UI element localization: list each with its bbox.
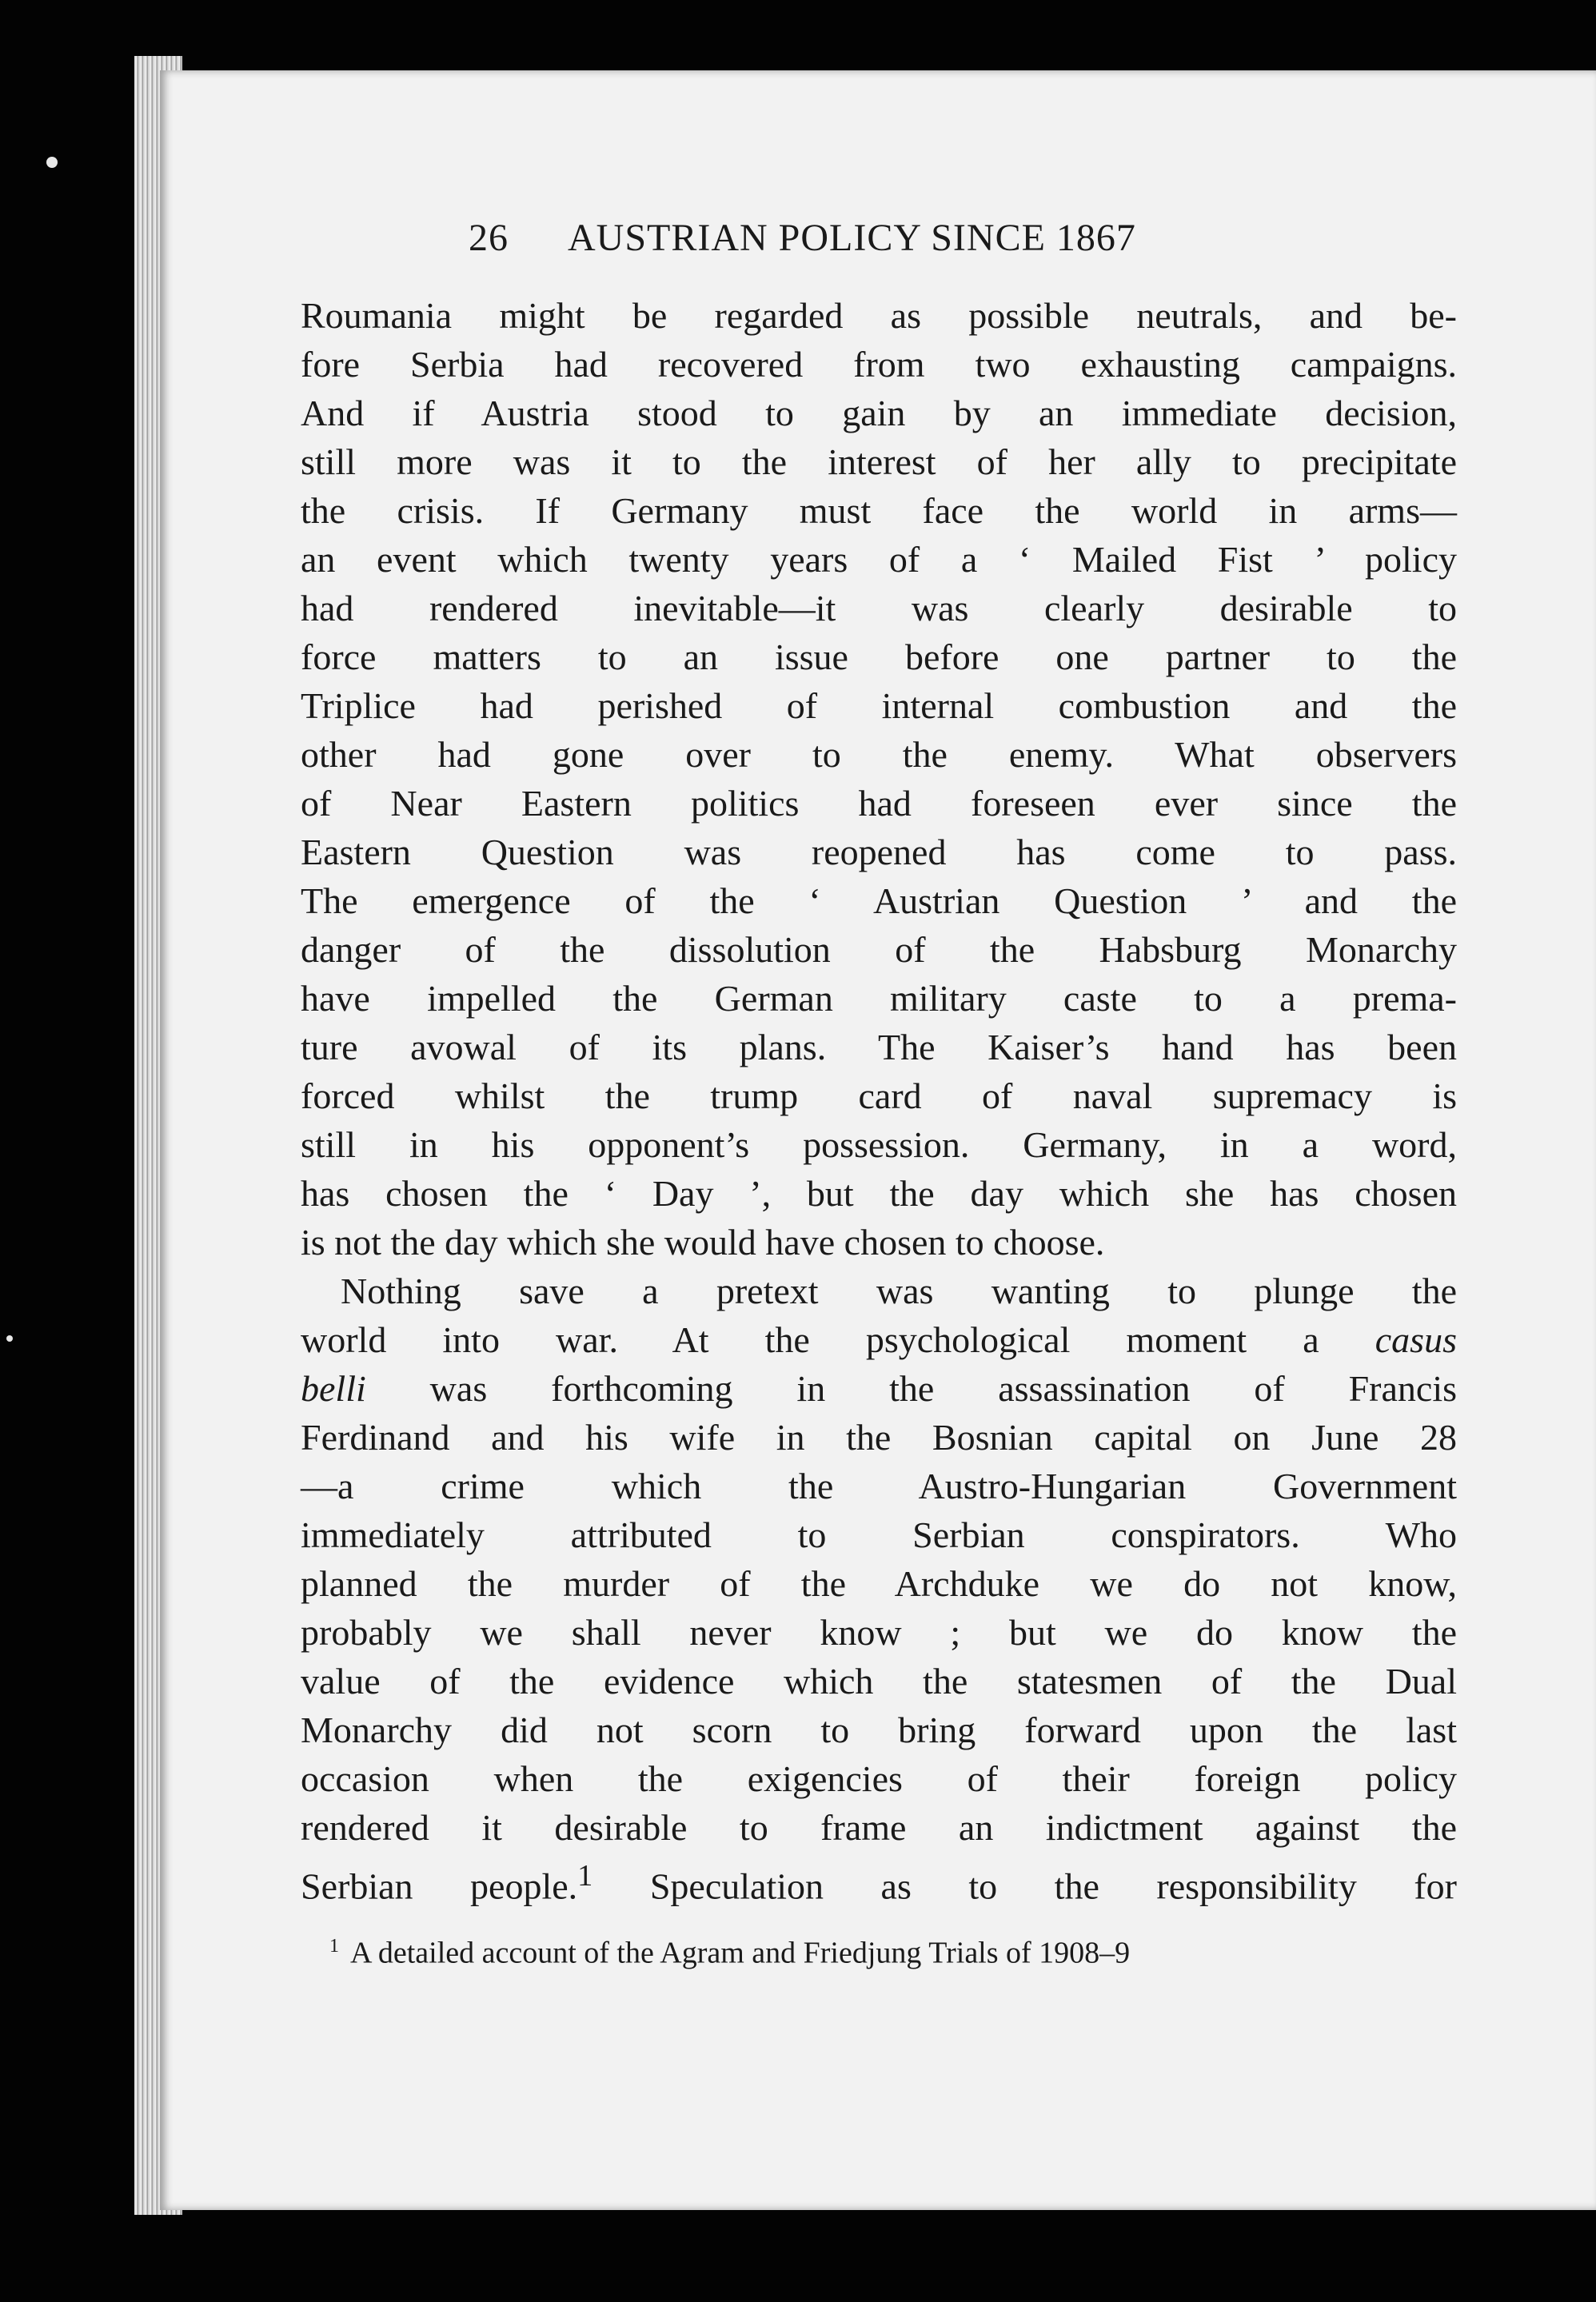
paragraph-line <box>301 1852 1457 1910</box>
scan-speck <box>6 1335 13 1342</box>
paragraph-line: is not the day which she would have chosen to choose. <box>301 1222 1105 1263</box>
paragraph-line: planned the murder of the Archduke we do not know, <box>301 1563 1457 1604</box>
paragraph-line: the crisis. If Germany must face the world in arms— <box>301 490 1457 531</box>
paragraph-line: rendered it desirable to frame an indictment against the <box>301 1807 1457 1848</box>
text-block <box>301 216 1457 1973</box>
paragraph-line: had rendered inevitable—it was clearly desirable to <box>301 588 1457 628</box>
paragraph-line: still in his opponent’s possession. Germany, in a word, <box>301 1124 1457 1165</box>
paragraph-line: occasion when the exigencies of their foreign policy <box>301 1758 1457 1799</box>
paragraph-line: fore Serbia had recovered from two exhausting campaigns. <box>301 344 1457 385</box>
paragraph-line <box>301 1364 1457 1413</box>
paragraph-lines <box>301 1413 1457 1852</box>
paragraph-line: other had gone over to the enemy. What observers <box>301 734 1457 775</box>
line-text: Speculation as to the responsibility for <box>593 1865 1457 1907</box>
page-number: 26 <box>469 217 509 259</box>
paragraph-line: have impelled the German military caste to a prema- <box>301 978 1457 1019</box>
paragraph-line: The emergence of the ‘ Austrian Question ’ and the <box>301 880 1457 921</box>
paragraph-line: forced whilst the trump card of naval supremacy is <box>301 1075 1457 1116</box>
line-text: world into war. At the psychological moment a <box>301 1319 1375 1360</box>
footnote-marker: 1 <box>329 1936 339 1957</box>
paragraph-line: of Near Eastern politics had foreseen ever since the <box>301 783 1457 824</box>
paragraph-line: immediately attributed to Serbian conspirators. Who <box>301 1514 1457 1555</box>
italic-text: casus <box>1375 1319 1457 1360</box>
paragraph-line: Nothing save a pretext was wanting to plunge the <box>341 1271 1457 1311</box>
italic-text: belli <box>301 1368 366 1409</box>
running-head <box>301 216 1457 272</box>
paragraph-line: —a crime which the Austro-Hungarian Government <box>301 1466 1457 1506</box>
paragraph-2 <box>301 1267 1457 1910</box>
paragraph-line: has chosen the ‘ Day ’, but the day which she has chosen <box>301 1173 1457 1214</box>
paragraph-line: still more was it to the interest of her ally to precipitate <box>301 441 1457 482</box>
paragraph-line: danger of the dissolution of the Habsburg Monarchy <box>301 929 1457 970</box>
paragraph-line: Ferdinand and his wife in the Bosnian capital on June 28 <box>301 1417 1457 1458</box>
paragraph-line: value of the evidence which the statesmen of the Dual <box>301 1661 1457 1702</box>
paragraph-line: Monarchy did not scorn to bring forward upon the last <box>301 1710 1457 1750</box>
footnote <box>301 1926 1457 1973</box>
paragraph-line: Eastern Question was reopened has come to pass. <box>301 832 1457 872</box>
paragraph-1 <box>301 291 1457 1267</box>
line-text: Serbian people. <box>301 1865 578 1907</box>
paragraph-line: And if Austria stood to gain by an immediate decision, <box>301 393 1457 433</box>
paragraph-line: probably we shall never know ; but we do know the <box>301 1612 1457 1653</box>
paragraph-line: Roumania might be regarded as possible neutrals, and be- <box>301 295 1457 336</box>
line-text: was forthcoming in the assassination of Francis <box>365 1368 1457 1409</box>
paragraph-line <box>301 1315 1457 1364</box>
paragraph-line: Triplice had perished of internal combustion and the <box>301 685 1457 726</box>
footnote-reference: 1 <box>577 1859 593 1893</box>
paragraph-line: ture avowal of its plans. The Kaiser’s hand has been <box>301 1027 1457 1067</box>
scan-speck <box>46 157 58 168</box>
paragraph-line: an event which twenty years of a ‘ Mailed Fist ’ policy <box>301 539 1457 580</box>
footnote-text: A detailed account of the Agram and Friedjung Trials of 1908–9 <box>350 1936 1131 1970</box>
paragraph-line: force matters to an issue before one partner to the <box>301 636 1457 677</box>
book-title: AUSTRIAN POLICY SINCE 1867 <box>568 217 1136 259</box>
